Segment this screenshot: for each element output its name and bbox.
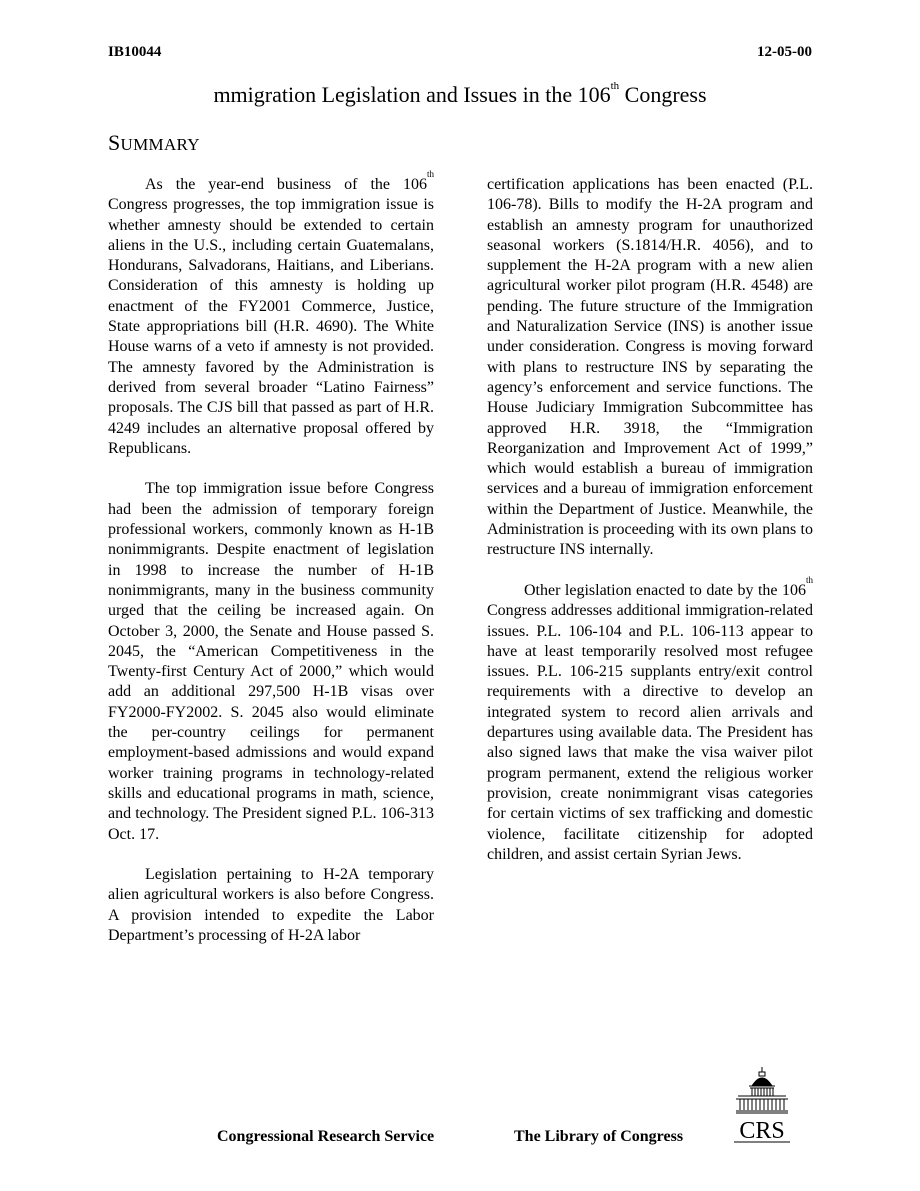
title-superscript: th	[610, 80, 620, 92]
right-column	[487, 175, 813, 885]
paragraph-text: Congress progresses, the top immigration issue is whether amnesty should be extended to certain aliens in the U.S., including certain Guatemalans, Hondurans, Salvadorans, Haitians, and Liberians. Consideration of this amnesty is holding up enactment of the FY2001 Commerce, Justice, State appropriations bill (H.R. 4690). The White House warns of a veto if amnesty is not provided. The amnesty favored by the Administration is derived from several broader “Latino Fairness” proposals. The CJS bill that passed as part of H.R. 4249 includes an alternative proposal offered by Republicans.	[108, 196, 434, 457]
title-text-end: Congress	[619, 82, 707, 107]
summary-rest: UMMARY	[120, 135, 200, 154]
paragraph-amnesty	[108, 169, 434, 459]
document-id: IB10044	[108, 44, 162, 60]
paragraph-ins-restructure: certification applications has been enacted (P.L. 106-78). Bills to modify the H-2A program and establish an amnesty program for unauthorized seasonal workers (S.1814/H.R. 4056), and to supplement the H-2A program with a new alien agricultural worker pilot program (H.R. 4548) are pending. The future structure of the Immigration and Naturalization Service (INS) is another issue under consideration. Congress is moving forward with plans to restructure INS by separating the agency’s enforcement and service functions. The House Judiciary Immigration Subcommittee has approved H.R. 3918, the “Immigration Reorganization and Improvement Act of 1999,” which would establish a bureau of immigration services and a bureau of immigration enforcement within the Department of Justice. Meanwhile, the Administration is proceeding with its own plans to restructure INS internally.	[487, 176, 813, 559]
paragraph-text: As the year-end business of the 106	[145, 176, 427, 193]
paragraph-h2a: Legislation pertaining to H-2A temporary alien agricultural workers is also before Congress. A provision intended to expedite the Labor Department’s processing of H-2A labor	[108, 866, 434, 944]
superscript: th	[805, 574, 813, 585]
paragraph-other-legislation	[487, 574, 813, 865]
section-heading-summary	[108, 130, 200, 156]
left-column	[108, 169, 434, 967]
paragraph-text: Other legislation enacted to date by the 106	[524, 581, 806, 599]
paragraph-h1b: The top immigration issue before Congress had been the admission of temporary foreign professional workers, commonly known as H-1B nonimmigrants. Despite enactment of legislation in 1998 to increase the number of H-1B nonimmigrants, many in the business community urged that the ceiling be increased again. On October 3, 2000, the Senate and House passed S. 2045, the “American Competitiveness in the Twenty-first Century Act of 2000,” which would add an additional 297,500 H-1B visas over FY2000-FY2002. S. 2045 also would eliminate the per-country ceilings for permanent employment-based admissions and would expand worker training programs in technology-related skills and educational programs in math, science, and technology. The President signed P.L. 106-313 Oct. 17.	[108, 480, 434, 843]
superscript: th	[426, 169, 434, 179]
crs-logo-text: CRS	[739, 1118, 785, 1144]
summary-initial: S	[108, 130, 121, 155]
document-date: 12-05-00	[757, 44, 812, 60]
footer-crs: Congressional Research Service	[217, 1128, 435, 1145]
footer-library-of-congress: The Library of Congress	[514, 1128, 684, 1145]
title-text: mmigration Legislation and Issues in the 106	[213, 82, 611, 107]
page-title	[0, 82, 920, 108]
paragraph-text: Congress addresses additional immigration-related issues. P.L. 106-104 and P.L. 106-113 appear to have at least temporarily resolved most refugee issues. P.L. 106-215 supplants entry/exit control requirements with a directive to develop an integrated system to record alien arrivals and departures using available data. The President has also signed laws that make the visa waiver pilot program permanent, extend the religious worker provision, create nonimmigrant visas categories for certain victims of sex trafficking and domestic violence, facilitate citizenship for adopted children, and assist certain Syrian Jews.	[487, 602, 813, 863]
crs-logo	[734, 1066, 790, 1146]
